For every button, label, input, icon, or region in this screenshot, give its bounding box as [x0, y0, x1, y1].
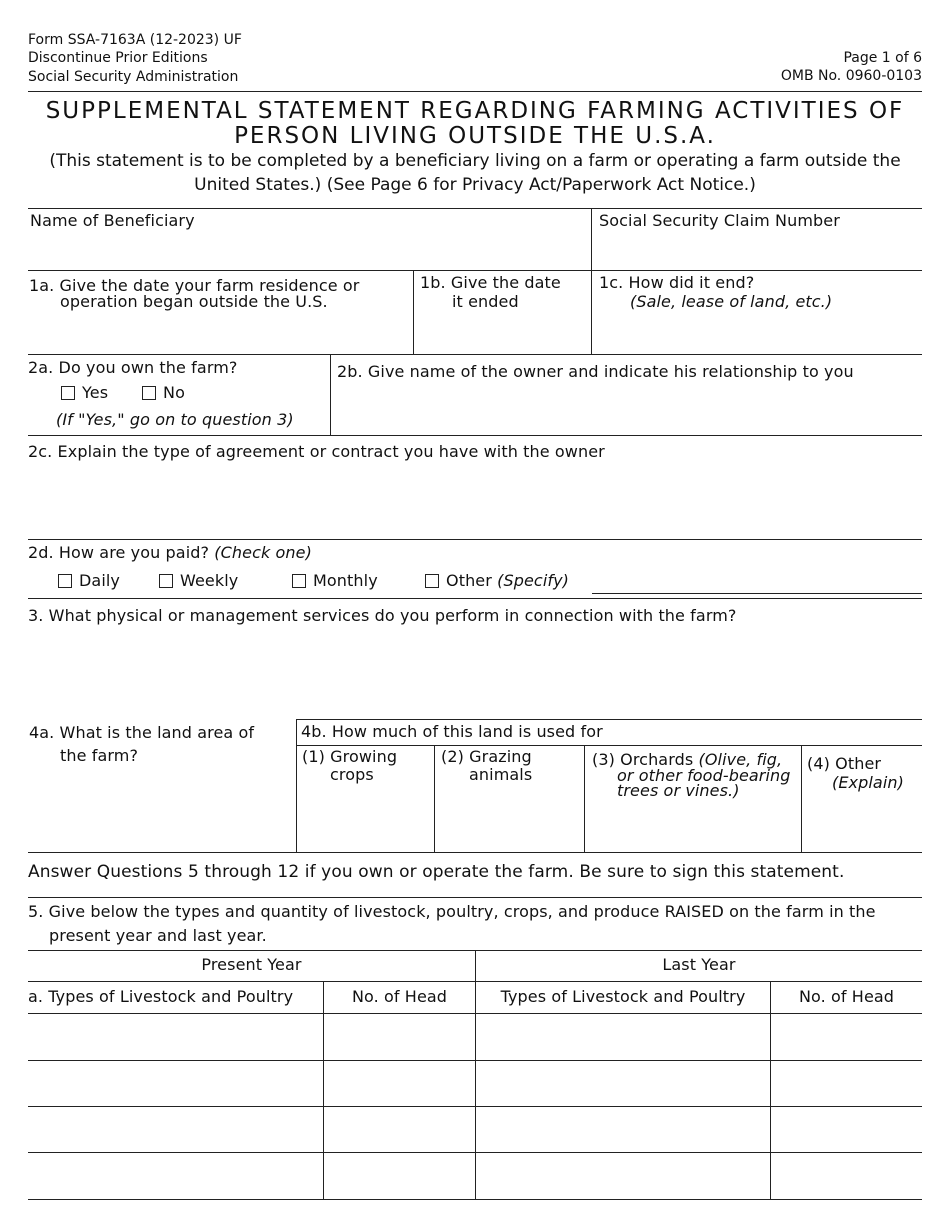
q1a-date-field[interactable] — [28, 314, 412, 352]
q2a-yes-checkbox[interactable] — [61, 386, 75, 400]
table-cell[interactable] — [29, 1061, 322, 1105]
rule — [28, 539, 922, 540]
present-year-header: Present Year — [201, 955, 302, 974]
header-divider — [28, 91, 922, 92]
q4a-land-area-field[interactable] — [28, 770, 294, 850]
q2d-daily-checkbox[interactable] — [58, 574, 72, 588]
table-cell[interactable] — [324, 1107, 474, 1151]
q2a-label: 2a. Do you own the farm? — [28, 358, 238, 377]
instruction-text: Answer Questions 5 through 12 if you own or operate the farm. Be sure to sign this statement. — [28, 862, 845, 882]
q4b3-hint: (Olive, fig, — [698, 750, 783, 769]
q3-services-field[interactable] — [28, 628, 922, 718]
q4b3-label-text: (3) Orchards — [592, 750, 694, 769]
rule — [28, 981, 922, 982]
q1c-field[interactable] — [592, 314, 922, 352]
q4b1-crops-field[interactable] — [297, 788, 434, 850]
q2d-monthly-label: Monthly — [313, 571, 378, 590]
table-cell[interactable] — [476, 1107, 769, 1151]
table-cell[interactable] — [476, 1014, 769, 1059]
rule — [28, 897, 922, 898]
discontinue-note: Discontinue Prior Editions — [28, 50, 208, 66]
claim-number-field[interactable] — [592, 232, 922, 268]
q5-label: 5. Give below the types and quantity of livestock, poultry, crops, and produce RAISED on the farm in the — [28, 902, 876, 921]
q2c-label: 2c. Explain the type of agreement or contract you have with the owner — [28, 442, 605, 461]
claim-label: Social Security Claim Number — [599, 211, 840, 230]
q4b1-label-cont: crops — [330, 765, 374, 784]
rule — [28, 208, 922, 209]
q1b-label-cont: it ended — [452, 292, 519, 311]
q2d-weekly-label: Weekly — [180, 571, 239, 590]
form-title-line2: PERSON LIVING OUTSIDE THE U.S.A. — [234, 123, 716, 149]
q2d-specify-hint: (Specify) — [497, 571, 570, 590]
rule — [28, 270, 922, 271]
q2d-other-text: Other — [446, 571, 492, 590]
q4a-label: 4a. What is the land area of — [29, 723, 255, 742]
q2d-other-label — [446, 571, 569, 590]
rule — [28, 1199, 922, 1200]
table-cell[interactable] — [324, 1014, 474, 1059]
q4b2-label: (2) Grazing — [441, 747, 532, 766]
q2d-question: 2d. How are you paid? — [28, 543, 210, 562]
q4b3-hint-cont2: trees or vines.) — [617, 781, 740, 800]
q4b3-orchards-field[interactable] — [585, 804, 801, 850]
q2d-label — [28, 543, 312, 562]
col-head-last: No. of Head — [798, 987, 895, 1006]
table-cell[interactable] — [771, 1014, 921, 1059]
q2d-daily-label: Daily — [79, 571, 120, 590]
q4b-label: 4b. How much of this land is used for — [301, 722, 603, 741]
q4a-label-cont: the farm? — [60, 746, 139, 765]
name-label: Name of Beneficiary — [30, 211, 195, 230]
q2d-weekly-checkbox[interactable] — [159, 574, 173, 588]
q2a-note: (If "Yes," go on to question 3) — [56, 410, 294, 429]
q2b-label: 2b. Give name of the owner and indicate his relationship to you — [337, 362, 854, 381]
table-cell[interactable] — [771, 1061, 921, 1105]
name-field[interactable] — [28, 232, 590, 268]
q1a-label: 1a. Give the date your farm residence or — [29, 276, 360, 295]
q2a-no-checkbox[interactable] — [142, 386, 156, 400]
q4b4-hint: (Explain) — [832, 773, 904, 792]
last-year-header: Last Year — [662, 955, 736, 974]
form-subtitle: (This statement is to be completed by a beneficiary living on a farm or operating a farm outside the United States.) (See Page 6 for Privacy Act/Paperwork Act Notice.) — [49, 151, 901, 195]
q1b-label: 1b. Give the date — [420, 273, 561, 292]
q2a-yes-label: Yes — [82, 383, 109, 402]
q2d-other-checkbox[interactable] — [425, 574, 439, 588]
q4b2-grazing-field[interactable] — [435, 788, 584, 850]
q5-label-cont: present year and last year. — [49, 926, 267, 945]
table-cell[interactable] — [324, 1061, 474, 1105]
table-cell[interactable] — [29, 1153, 322, 1198]
q1c-label: 1c. How did it end? — [599, 273, 755, 292]
q3-label: 3. What physical or management services do you perform in connection with the farm? — [28, 606, 737, 625]
q4b3-hint-cont: or other food-bearing — [617, 766, 791, 785]
form-number: Form SSA-7163A (12-2023) UF — [28, 32, 242, 48]
rule — [28, 852, 922, 853]
table-cell[interactable] — [324, 1153, 474, 1198]
rule — [592, 593, 922, 594]
table-cell[interactable] — [476, 1061, 769, 1105]
q2a-no-label: No — [163, 383, 185, 402]
table-cell[interactable] — [29, 1014, 322, 1059]
col-head-present: No. of Head — [351, 987, 448, 1006]
rule — [296, 719, 922, 720]
q2d-monthly-checkbox[interactable] — [292, 574, 306, 588]
q2d-other-specify-field[interactable] — [592, 565, 922, 594]
q2c-agreement-field[interactable] — [28, 464, 922, 538]
q1b-date-field[interactable] — [414, 314, 590, 352]
col-types-last: Types of Livestock and Poultry — [500, 987, 746, 1006]
table-cell[interactable] — [29, 1107, 322, 1151]
q4b2-label-cont: animals — [469, 765, 533, 784]
q1c-hint: (Sale, lease of land, etc.) — [630, 292, 833, 311]
omb-number: OMB No. 0960-0103 — [780, 68, 922, 84]
form-title-line1: SUPPLEMENTAL STATEMENT REGARDING FARMING ACTIVITIES OF — [45, 98, 905, 124]
q4b1-label: (1) Growing — [302, 747, 398, 766]
agency-name: Social Security Administration — [28, 69, 239, 85]
table-cell[interactable] — [771, 1153, 921, 1198]
q4b4-label: (4) Other — [807, 754, 882, 773]
q4b4-other-field[interactable] — [802, 796, 922, 850]
table-cell[interactable] — [476, 1153, 769, 1198]
rule — [28, 598, 922, 599]
rule — [28, 435, 922, 436]
q2d-note: (Check one) — [214, 543, 312, 562]
table-cell[interactable] — [771, 1107, 921, 1151]
rule — [296, 745, 922, 746]
col-types-present: a. Types of Livestock and Poultry — [28, 987, 294, 1006]
q1a-label-cont: operation began outside the U.S. — [60, 292, 328, 311]
q2b-owner-field[interactable] — [331, 384, 922, 434]
rule — [28, 354, 922, 355]
page-number: Page 1 of 6 — [843, 50, 922, 66]
